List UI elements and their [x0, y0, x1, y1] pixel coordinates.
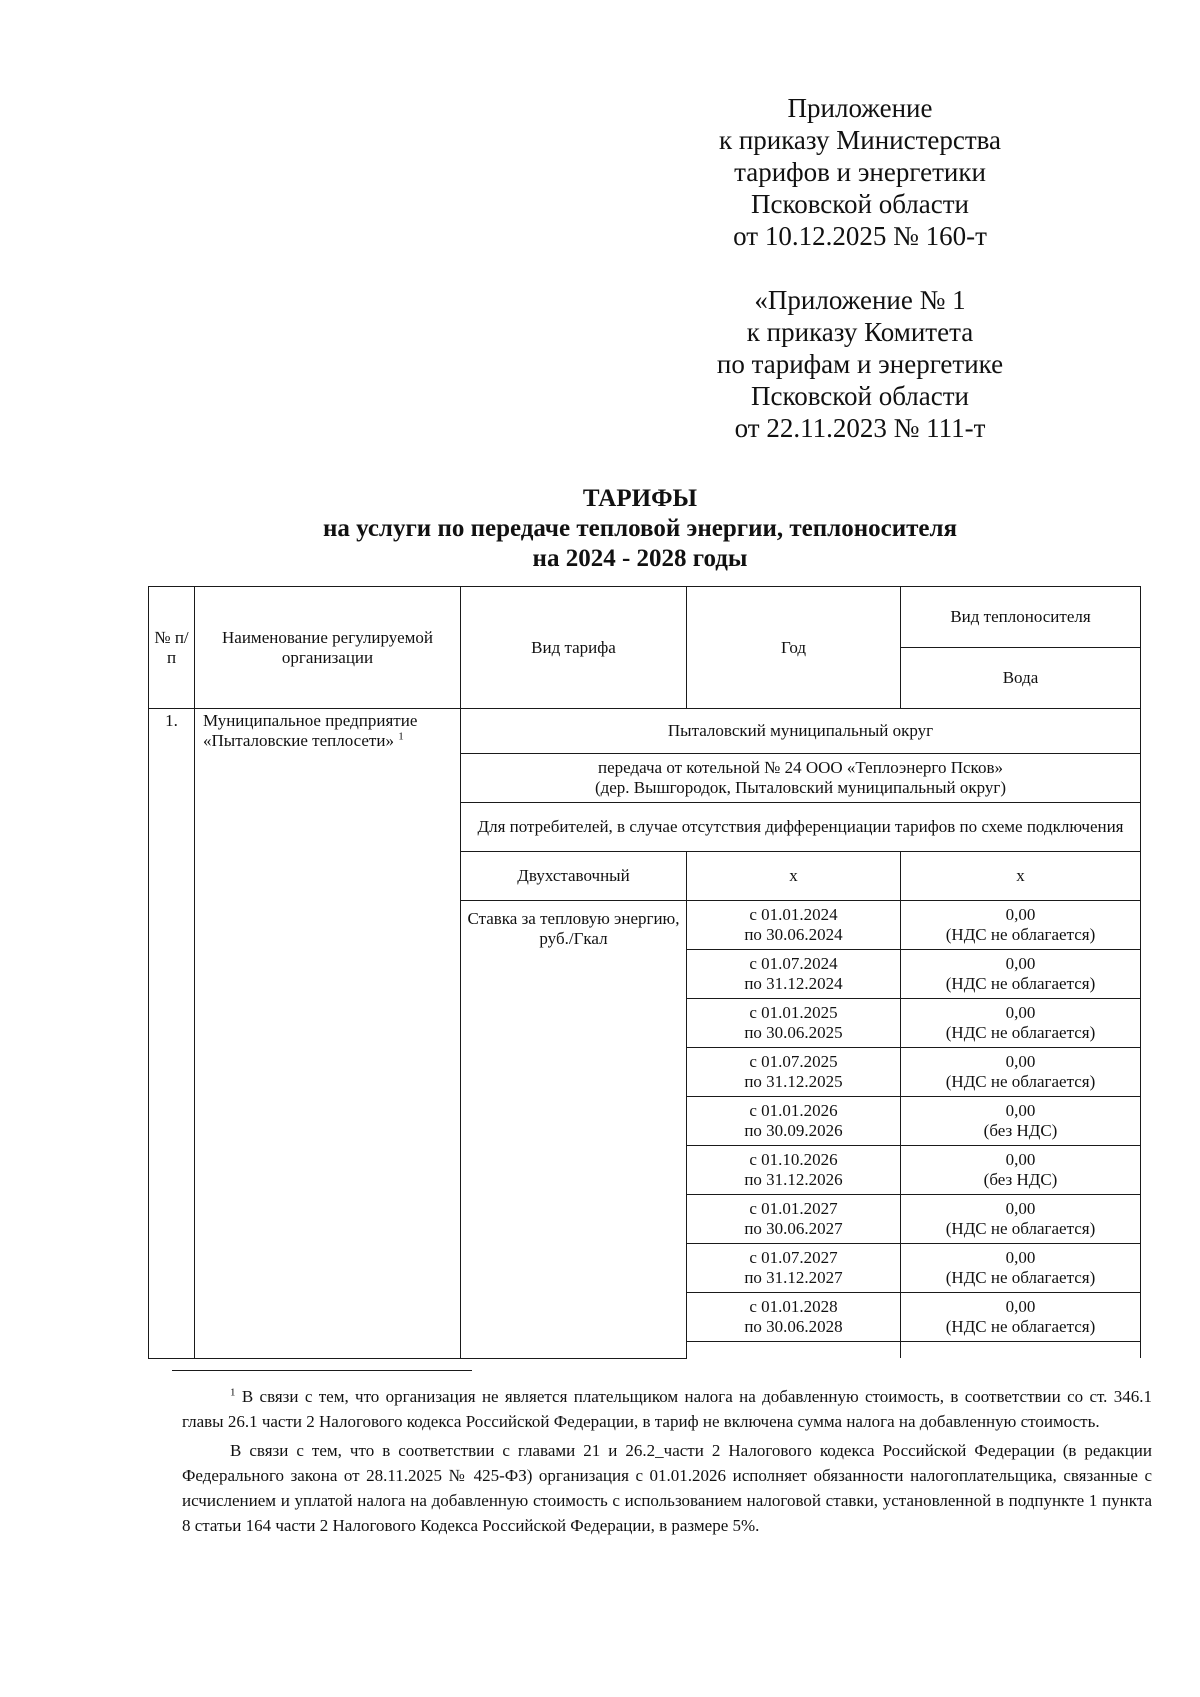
footnote-2	[182, 1438, 1152, 1538]
value-cell	[901, 950, 1141, 999]
period-to: по 31.12.2026	[744, 1170, 843, 1189]
value-cell	[901, 901, 1141, 950]
period-to: по 30.06.2024	[744, 925, 843, 944]
footnote-divider	[172, 1370, 472, 1371]
transfer-cell	[461, 754, 1141, 803]
vat-note: (НДС не облагается)	[945, 974, 1096, 993]
period-to: по 30.06.2027	[744, 1219, 843, 1238]
header-year: Год	[687, 587, 901, 709]
rate-value: 0,00	[1005, 1150, 1036, 1169]
organization-cell	[195, 709, 461, 1359]
title-line: ТАРИФЫ	[582, 485, 698, 512]
value-cell	[901, 1244, 1141, 1293]
header-tariff-type: Вид тарифа	[461, 587, 687, 709]
appendix-line: Псковской области	[750, 189, 969, 219]
header-water: Вода	[901, 648, 1141, 709]
appendix-line: тарифов и энергетики	[734, 157, 986, 187]
period-to: по 31.12.2025	[744, 1072, 843, 1091]
title-line: на услуги по передаче тепловой энергии, теплоносителя	[322, 515, 958, 542]
table-row	[149, 709, 1141, 754]
period-from: с 01.07.2024	[749, 954, 838, 973]
vat-note: (НДС не облагается)	[945, 1317, 1096, 1336]
period-cell	[687, 950, 901, 999]
tariff-table	[148, 586, 1141, 1359]
value-cell	[901, 999, 1141, 1048]
appendix-header	[690, 92, 1030, 252]
empty-cell	[687, 1342, 901, 1359]
value-cell	[901, 1146, 1141, 1195]
appendix-line: от 22.11.2023 № 111-т	[734, 413, 986, 443]
appendix-line: Приложение	[787, 93, 933, 123]
period-from: с 01.01.2025	[749, 1003, 838, 1022]
rate-label: Ставка за тепловую энергию, руб./Гкал	[461, 901, 687, 1359]
vat-note: (НДС не облагается)	[945, 1268, 1096, 1287]
period-cell	[687, 1146, 901, 1195]
district-cell: Пыталовский муниципальный округ	[461, 709, 1141, 754]
header-carrier-type: Вид теплоносителя	[901, 587, 1141, 648]
value-cell	[901, 1048, 1141, 1097]
row-number: 1.	[149, 709, 195, 1359]
period-from: с 01.01.2026	[749, 1101, 838, 1120]
appendix-line: Псковской области	[750, 381, 969, 411]
rate-value: 0,00	[1005, 954, 1036, 973]
transfer-line: (дер. Вышгородок, Пыталовский муниципальный округ)	[594, 778, 1007, 797]
header-num: № п/ п	[149, 587, 195, 709]
vat-note: (без НДС)	[983, 1121, 1058, 1140]
period-cell	[687, 1293, 901, 1342]
document-title	[240, 484, 1040, 574]
two-part-tariff: Двухставочный	[461, 852, 687, 901]
footnote-mark: 1	[230, 1386, 236, 1399]
appendix-reference	[690, 284, 1030, 444]
value-cell	[901, 1293, 1141, 1342]
period-cell	[687, 1048, 901, 1097]
period-cell	[687, 1097, 901, 1146]
appendix-line: к приказу Комитета	[746, 317, 974, 347]
table-header-row	[149, 587, 1141, 648]
footnotes	[182, 1384, 1152, 1542]
rate-value: 0,00	[1005, 1101, 1036, 1120]
appendix-line: «Приложение № 1	[754, 285, 966, 315]
period-to: по 30.09.2026	[744, 1121, 843, 1140]
period-cell	[687, 1244, 901, 1293]
rate-value: 0,00	[1005, 1199, 1036, 1218]
vat-note: (НДС не облагается)	[945, 925, 1096, 944]
organization-name: Муниципальное предприятие «Пыталовские теплосети»	[203, 711, 418, 750]
period-from: с 01.01.2028	[749, 1297, 838, 1316]
rate-value: 0,00	[1005, 1052, 1036, 1071]
footnote-1	[182, 1384, 1152, 1434]
period-from: с 01.07.2027	[749, 1248, 838, 1267]
transfer-line: передача от котельной № 24 ООО «Теплоэнерго Псков»	[598, 758, 1003, 777]
rate-value: 0,00	[1005, 1003, 1036, 1022]
two-part-value: х	[901, 852, 1141, 901]
period-from: с 01.01.2027	[749, 1199, 838, 1218]
rate-value: 0,00	[1005, 905, 1036, 924]
period-to: по 31.12.2024	[744, 974, 843, 993]
footnote-mark: 1	[398, 730, 404, 743]
footnote-text: В связи с тем, что организация не является плательщиком налога на добавленную стоимость, в соответствии со ст. 346.1 главы 26.1 части 2 Налогового кодекса Российской Федерации, в тариф не включена сумма налога на добавленную стоимость.	[182, 1387, 1153, 1431]
value-cell	[901, 1195, 1141, 1244]
rate-value: 0,00	[1005, 1297, 1036, 1316]
vat-note: (НДС не облагается)	[945, 1219, 1096, 1238]
vat-note: (без НДС)	[983, 1170, 1058, 1189]
two-part-year: х	[687, 852, 901, 901]
period-cell	[687, 999, 901, 1048]
rate-value: 0,00	[1005, 1248, 1036, 1267]
period-from: с 01.07.2025	[749, 1052, 838, 1071]
appendix-line: к приказу Министерства	[718, 125, 1002, 155]
period-to: по 30.06.2028	[744, 1317, 843, 1336]
period-to: по 30.06.2025	[744, 1023, 843, 1042]
header-org: Наименование регулируемой организации	[195, 587, 461, 709]
vat-note: (НДС не облагается)	[945, 1072, 1096, 1091]
empty-cell	[901, 1342, 1141, 1359]
period-cell	[687, 901, 901, 950]
consumers-cell: Для потребителей, в случае отсутствия дифференциации тарифов по схеме подключения	[461, 803, 1141, 852]
title-line: на 2024 - 2028 годы	[532, 545, 748, 572]
appendix-line: от 10.12.2025 № 160-т	[733, 221, 987, 251]
period-from: с 01.10.2026	[749, 1150, 838, 1169]
period-to: по 31.12.2027	[744, 1268, 843, 1287]
period-from: с 01.01.2024	[749, 905, 838, 924]
vat-note: (НДС не облагается)	[945, 1023, 1096, 1042]
period-cell	[687, 1195, 901, 1244]
appendix-line: по тарифам и энергетике	[716, 349, 1004, 379]
footnote-text: В связи с тем, что в соответствии с главами 21 и 26.2_части 2 Налогового кодекса Российской Федерации (в редакции Федерального закона от 28.11.2025 № 425-ФЗ) организация с 01.01.2026 исполняет обязанности налогоплательщика, связанные с исчислением и уплатой налога на добавленную стоимость с использованием налоговой ставки, установленной в подпункте 1 пункта 8 статьи 164 части 2 Налогового Кодекса Российской Федерации, в размере 5%.	[182, 1441, 1152, 1535]
value-cell	[901, 1097, 1141, 1146]
